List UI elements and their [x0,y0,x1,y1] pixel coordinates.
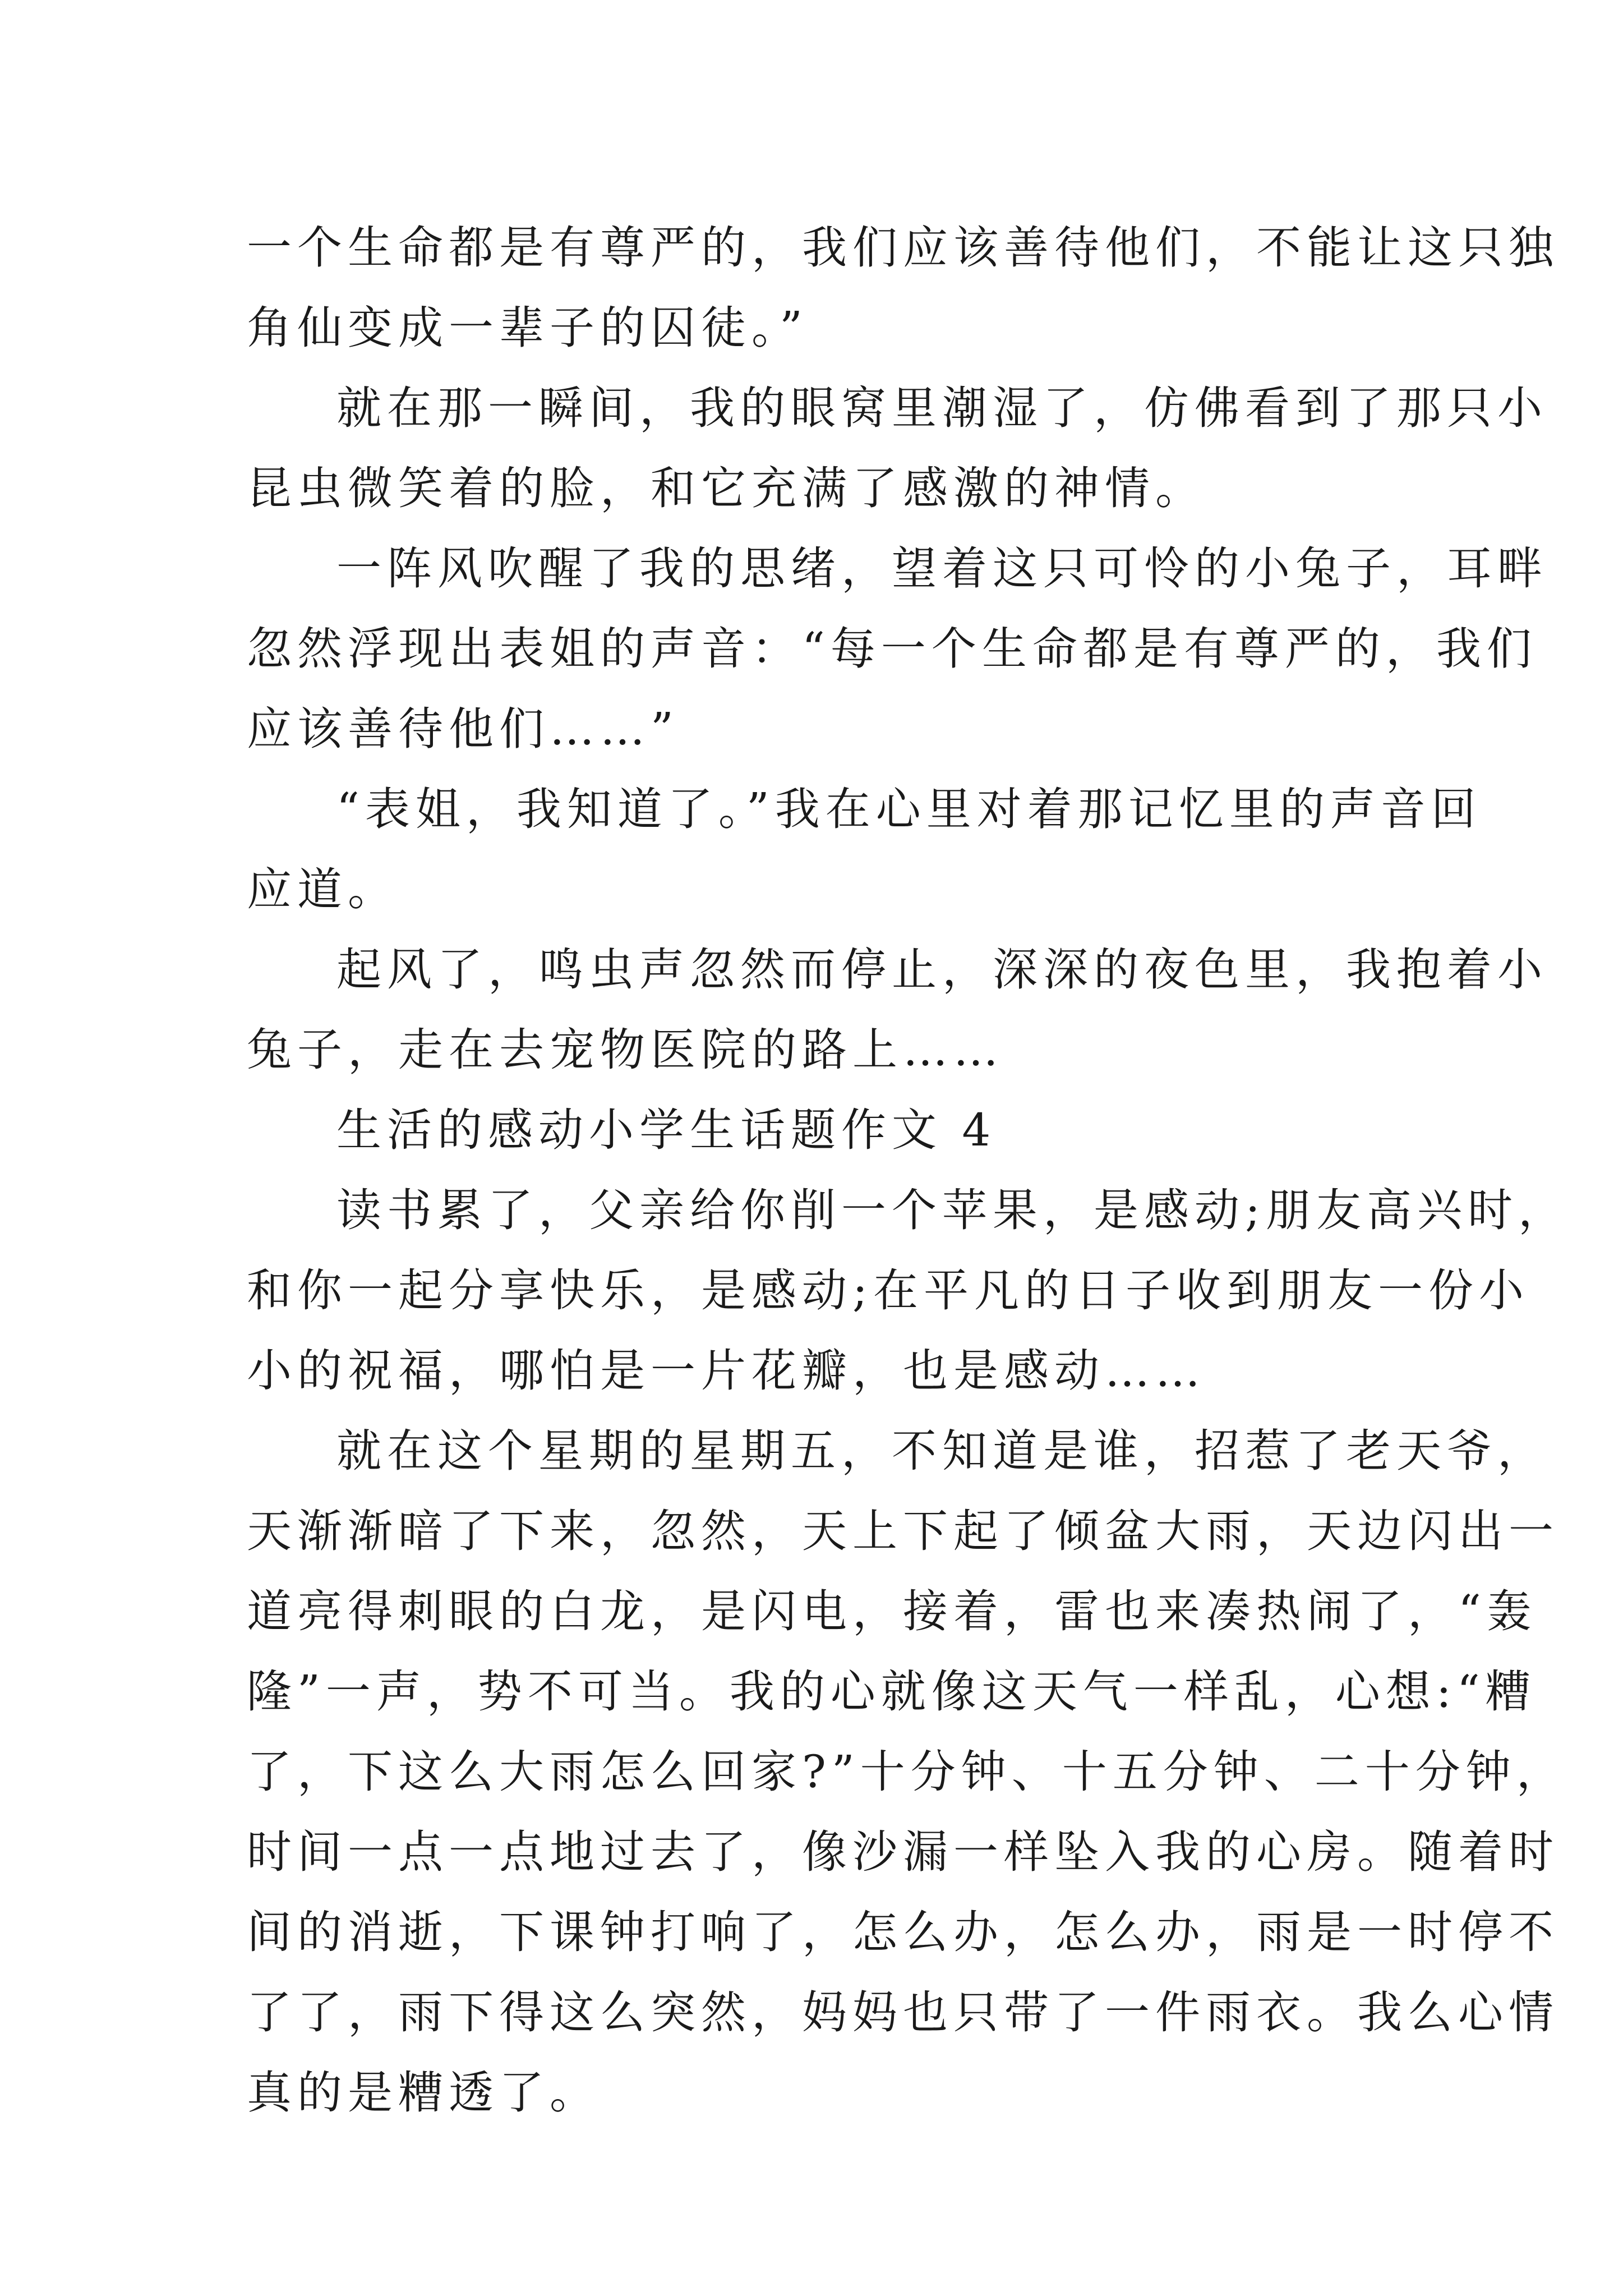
text-line: 间的消逝，下课钟打响了，怎么办，怎么办，雨是一时停不 [247,1906,1559,1958]
text-line: 了，下这么大雨怎么回家?”十分钟、十五分钟、二十分钟， [247,1746,1567,1798]
section-heading: 生活的感动小学生话题作文 4 [336,1104,997,1156]
text-line: 应道。 [247,863,398,915]
text-line: 一阵风吹醒了我的思绪，望着这只可怜的小兔子，耳畔 [336,542,1548,595]
text-line: 就在这个星期的星期五，不知道是谁，招惹了老天爷， [336,1425,1548,1477]
text-line: 和你一起分享快乐，是感动;在平凡的日子收到朋友一份小 [247,1264,1529,1317]
text-line: “表姐，我知道了。”我在心里对着那记忆里的声音回 [336,783,1482,835]
text-line: 隆”一声，势不可当。我的心就像这天气一样乱，心想:“糟 [247,1665,1536,1718]
text-line: 天渐渐暗了下来，忽然，天上下起了倾盆大雨，天边闪出一 [247,1505,1559,1557]
text-line: 应该善待他们……” [247,703,679,755]
document-body [247,208,1569,2133]
text-line: 真的是糟透了。 [247,2067,600,2119]
text-line: 了了，雨下得这么突然，妈妈也只带了一件雨衣。我么心情 [247,1986,1559,2039]
text-line: 时间一点一点地过去了，像沙漏一样坠入我的心房。随着时 [247,1826,1559,1878]
text-line: 忽然浮现出表姐的声音：“每一个生命都是有尊严的，我们 [247,623,1537,675]
text-line: 昆虫微笑着的脸，和它充满了感激的神情。 [247,462,1206,514]
text-line: 一个生命都是有尊严的，我们应该善待他们，不能让这只独 [247,222,1559,274]
text-line: 起风了，鸣虫声忽然而停止，深深的夜色里，我抱着小 [336,944,1548,996]
text-line: 读书累了，父亲给你削一个苹果，是感动;朋友高兴时， [336,1184,1569,1236]
text-line: 就在那一瞬间，我的眼窝里潮湿了，仿佛看到了那只小 [336,382,1548,434]
text-line: 兔子，走在去宠物医院的路上…… [247,1024,1004,1076]
text-line: 角仙变成一辈子的囚徒。” [247,302,808,354]
text-line: 道亮得刺眼的白龙，是闪电，接着，雷也来凑热闹了，“轰 [247,1585,1537,1637]
text-line: 小的祝福，哪怕是一片花瓣，也是感动…… [247,1345,1206,1397]
